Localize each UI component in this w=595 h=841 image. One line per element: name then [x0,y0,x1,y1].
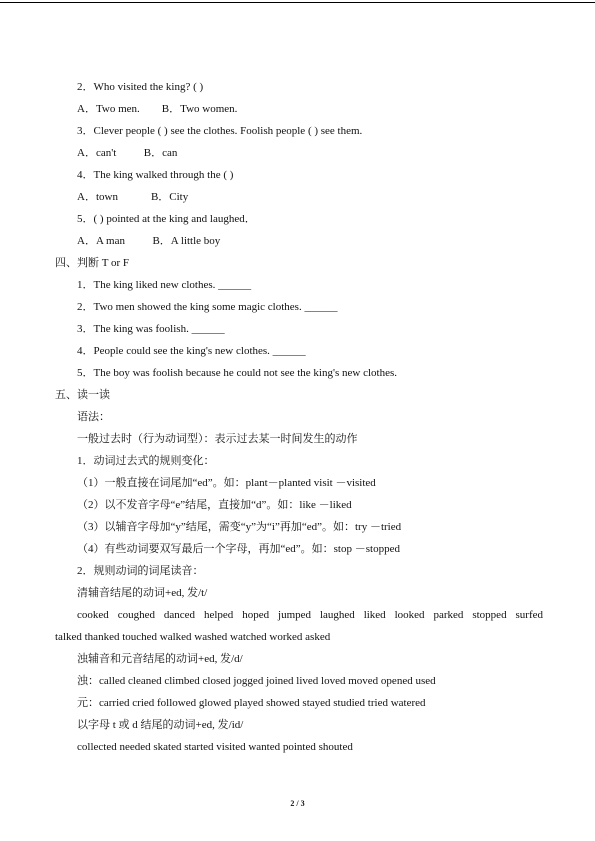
rule-item-4: （4）有些动词要双写最后一个字母，再加“ed”。如：stop －stopped [77,543,400,555]
section-read-heading: 五、读一读 [55,389,110,401]
question-4: 4．The king walked through the ( ) [77,169,234,181]
question-4-options: A．town B．City [77,191,189,203]
question-3-options: A．can't B．can [77,147,178,159]
voiceless-words-line-2: talked thanked touched walked washed watched worked asked [55,631,331,643]
vowel-words: 元：carried cried followed glowed played showed stayed studied tried watered [77,697,426,709]
voiced-words: 浊：called cleaned climbed closed jogged joined lived loved moved opened used [77,675,436,687]
section-judge-heading: 四、判断 T or F [55,257,130,269]
voiceless-words-line-1 [77,608,543,622]
rule-item-1: （1）一般直接在词尾加“ed”。如：plant－planted visit －visited [77,477,376,489]
question-5: 5．( ) pointed at the king and laughed． [77,213,256,225]
header-rule [0,2,595,3]
word: coughed [117,609,155,621]
grammar-definition: 一般过去时（行为动词型）：表示过去某一时间发生的动作 [77,433,358,445]
question-2-options: A．Two men. B．Two women. [77,103,238,115]
question-5-options: A．A man B．A little boy [77,235,221,247]
question-3: 3．Clever people ( ) see the clothes. Foolish people ( ) see them. [77,125,363,137]
voiced-label: 浊辅音和元音结尾的动词+ed, 发/d/ [77,653,243,665]
word: jumped [278,609,312,621]
question-2: 2．Who visited the king? ( ) [77,81,204,93]
rule-2-title: 2．规则动词的词尾读音： [77,565,204,577]
word: stopped [472,609,507,621]
word: looked [394,609,425,621]
td-label: 以字母 t 或 d 结尾的动词+ed, 发/id/ [77,719,244,731]
word: helped [203,609,234,621]
word: surfed [515,609,543,621]
rule-item-3: （3）以辅音字母加“y”结尾，需变“y”为“i”再加“ed”。如：try －tried [77,521,402,533]
page-number: 2 / 3 [290,799,305,808]
rule-item-2: （2）以不发音字母“e”结尾，直接加“d”。如：like －liked [77,499,352,511]
judge-item-5: 5．The boy was foolish because he could not see the king's new clothes. [77,367,397,379]
word: cooked [77,609,109,621]
judge-item-4: 4．People could see the king's new clothes. ______ [77,345,306,357]
judge-item-2: 2．Two men showed the king some magic clothes. ______ [77,301,338,313]
td-words: collected needed skated started visited wanted pointed shouted [77,741,353,753]
word: liked [363,609,386,621]
word: danced [163,609,196,621]
word: parked [433,609,464,621]
judge-item-1: 1．The king liked new clothes. ______ [77,279,252,291]
rule-1-title: 1．动词过去式的规则变化： [77,455,215,467]
judge-item-3: 3．The king was foolish. ______ [77,323,225,335]
word: laughed [319,609,355,621]
word: hoped [242,609,270,621]
voiceless-label: 清辅音结尾的动词+ed, 发/t/ [77,587,208,599]
grammar-label: 语法： [77,411,110,423]
